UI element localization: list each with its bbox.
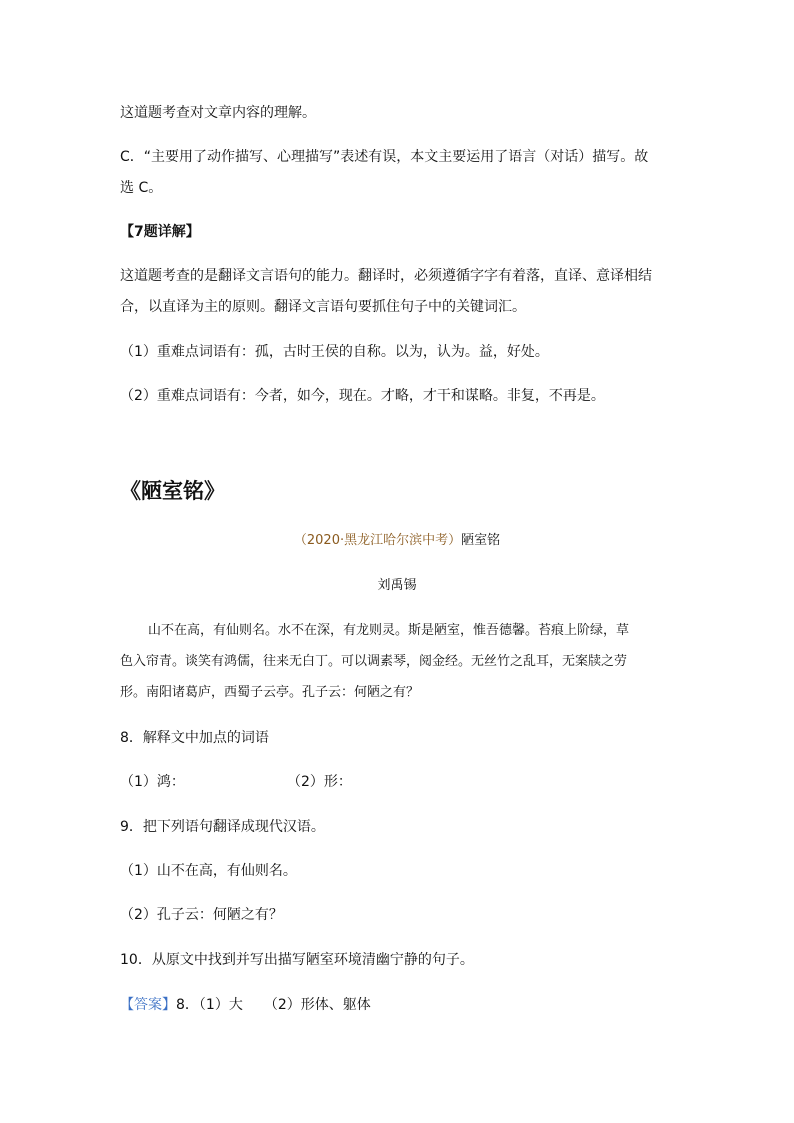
answer-text: 8．（1）大 （2）形体、躯体	[176, 997, 371, 1013]
poem-line2: 色入帘青。谈笑有鸿儒，往来无白丁。可以调素琴，阅金经。无丝竹之乱耳，无案牍之劳	[120, 654, 628, 669]
author: 刘禹锡	[377, 578, 417, 593]
option-c-text-line2: 选 C。	[120, 180, 163, 196]
poem-line1: 山不在高，有仙则名。水不在深，有龙则灵。斯是陋室，惟吾德馨。苔痕上阶绿，草	[148, 623, 630, 638]
question10: 10．从原文中找到并写出描写陋室环境清幽宁静的句子。	[120, 952, 474, 968]
question9: 9．把下列语句翻译成现代汉语。	[120, 819, 325, 835]
question8-item2: （2）形：	[287, 774, 352, 790]
answer-tag: 【答案】	[120, 997, 176, 1013]
question9-item2: （2）孔子云：何陋之有？	[120, 907, 283, 923]
source-line	[0, 531, 794, 551]
q7-keywords-2: （2）重难点词语有：今者，如今，现在。才略，才干和谋略。非复，不再是。	[120, 388, 605, 404]
q7-explanation-line2: 合，以直译为主的原则。翻译文言语句要抓住句子中的关键词汇。	[120, 299, 526, 315]
q7-keywords-1: （1）重难点词语有：孤，古时王侯的自称。以为，认为。益，好处。	[120, 344, 549, 360]
source-title: 陋室铭	[461, 533, 501, 548]
poem-line3: 形。南阳诸葛庐，西蜀子云亭。孔子云：何陋之有？	[120, 685, 420, 700]
source-tag: （2020·黑龙江哈尔滨中考）	[293, 533, 462, 548]
analysis-text: 这道题考查对文章内容的理解。	[120, 105, 316, 121]
section-title: 《陋室铭》	[120, 479, 225, 503]
question9-item1: （1）山不在高，有仙则名。	[120, 863, 297, 879]
question8: 8．解释文中加点的词语	[120, 730, 269, 746]
answer-line	[120, 995, 371, 1015]
q7-explanation-line1: 这道题考查的是翻译文言语句的能力。翻译时，必须遵循字字有着落，直译、意译相结	[120, 268, 652, 284]
question8-item1: （1）鸿：	[120, 774, 185, 790]
question7-heading: 【7题详解】	[120, 224, 200, 240]
option-c-text-line1: C．“主要用了动作描写、心理描写”表述有误，本文主要运用了语言（对话）描写。故	[120, 149, 649, 165]
